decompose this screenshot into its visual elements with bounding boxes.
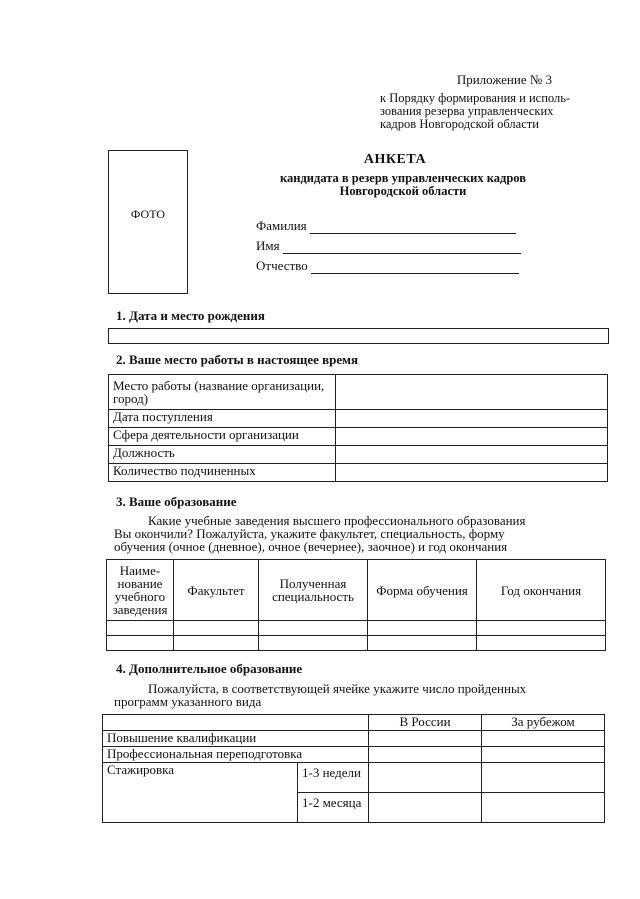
appendix-description [380, 92, 610, 131]
table-row [103, 731, 605, 747]
activity-sphere-label: Сфера деятельности организации [109, 428, 336, 446]
table-row [109, 464, 608, 482]
subordinates-label: Количество подчиненных [109, 464, 336, 482]
first-name-field[interactable] [256, 238, 521, 254]
surname-value[interactable] [310, 221, 516, 234]
table-row [109, 410, 608, 428]
instruction-line: Пожалуйста, в соответствующей ячейке укажите число пройденных [148, 681, 527, 696]
section-1-heading: 1. Дата и место рождения [116, 308, 265, 323]
col-graduation-year: Год окончания [477, 560, 606, 621]
education-table [106, 559, 606, 651]
col-study-form: Форма обучения [368, 560, 477, 621]
subordinates-value[interactable] [336, 464, 608, 482]
appendix-description-line: кадров Новгородской области [380, 117, 539, 131]
table-header-row [103, 715, 605, 731]
table-cell[interactable] [368, 621, 477, 636]
table-row [103, 747, 605, 763]
surname-label: Фамилия [256, 218, 307, 233]
retraining-label: Профессиональная переподготовка [103, 747, 369, 763]
table-row [107, 621, 606, 636]
additional-education-table [102, 714, 605, 823]
birth-date-place-field[interactable] [108, 328, 609, 344]
duration-1-2-months: 1-2 месяца [298, 793, 369, 823]
form-subtitle [258, 172, 548, 198]
patronymic-label: Отчество [256, 258, 308, 273]
start-date-label: Дата поступления [109, 410, 336, 428]
form-subtitle-line: кандидата в резерв управленческих кадров [280, 171, 526, 185]
section-4-instructions [114, 682, 604, 708]
workplace-label: Место работы (название организации, город) [109, 375, 336, 410]
table-cell[interactable] [482, 763, 605, 793]
workplace-table [108, 374, 608, 482]
section-4-heading: 4. Дополнительное образование [116, 661, 303, 676]
col-specialty: Полученная специальность [259, 560, 368, 621]
first-name-value[interactable] [283, 241, 521, 254]
photo-label: ФОТО [130, 207, 166, 221]
instruction-line: обучения (очное (дневное), очное (вечернее), заочное) и год окончания [114, 539, 508, 554]
section-2-heading: 2. Ваше место работы в настоящее время [116, 352, 359, 367]
instruction-line: Какие учебные заведения высшего профессионального образования [148, 513, 526, 528]
table-row [109, 375, 608, 410]
table-row [107, 636, 606, 651]
table-cell[interactable] [369, 731, 482, 747]
form-subtitle-line: Новгородской области [339, 184, 467, 198]
section-3-instructions [114, 514, 604, 553]
col-faculty: Факультет [174, 560, 259, 621]
table-cell[interactable] [369, 763, 482, 793]
table-cell[interactable] [369, 747, 482, 763]
instruction-line: Вы окончили? Пожалуйста, укажите факультет, специальность, форму [114, 526, 505, 541]
table-cell[interactable] [107, 621, 174, 636]
patronymic-value[interactable] [311, 261, 519, 274]
appendix-description-line: зования резерва управленческих [380, 104, 554, 118]
table-cell[interactable] [369, 793, 482, 823]
table-cell [103, 715, 369, 731]
photo-placeholder [108, 150, 188, 294]
duration-1-3-weeks: 1-3 недели [298, 763, 369, 793]
table-cell[interactable] [174, 621, 259, 636]
table-cell[interactable] [482, 793, 605, 823]
form-title: АНКЕТА [363, 152, 427, 167]
patronymic-field[interactable] [256, 258, 519, 274]
table-cell[interactable] [477, 621, 606, 636]
start-date-value[interactable] [336, 410, 608, 428]
instruction-line: программ указанного вида [114, 694, 262, 709]
appendix-description-line: к Порядку формирования и исполь- [380, 91, 571, 105]
table-cell[interactable] [259, 636, 368, 651]
internship-label: Стажировка [103, 763, 298, 823]
table-cell[interactable] [482, 731, 605, 747]
table-row [109, 428, 608, 446]
appendix-number: Приложение № 3 [456, 72, 552, 87]
activity-sphere-value[interactable] [336, 428, 608, 446]
col-russia: В России [369, 715, 482, 731]
table-row [109, 446, 608, 464]
table-row [103, 763, 605, 793]
section-3-heading: 3. Ваше образование [116, 494, 237, 509]
table-header-row [107, 560, 606, 621]
position-value[interactable] [336, 446, 608, 464]
surname-field[interactable] [256, 218, 516, 234]
workplace-value[interactable] [336, 375, 608, 410]
qualification-upgrade-label: Повышение квалификации [103, 731, 369, 747]
position-label: Должность [109, 446, 336, 464]
table-cell[interactable] [259, 621, 368, 636]
table-cell[interactable] [477, 636, 606, 651]
table-cell[interactable] [107, 636, 174, 651]
table-cell[interactable] [482, 747, 605, 763]
table-cell[interactable] [174, 636, 259, 651]
col-abroad: За рубежом [482, 715, 605, 731]
col-institution: Наиме-нование учебного заведения [107, 560, 174, 621]
first-name-label: Имя [256, 238, 280, 253]
table-cell[interactable] [368, 636, 477, 651]
